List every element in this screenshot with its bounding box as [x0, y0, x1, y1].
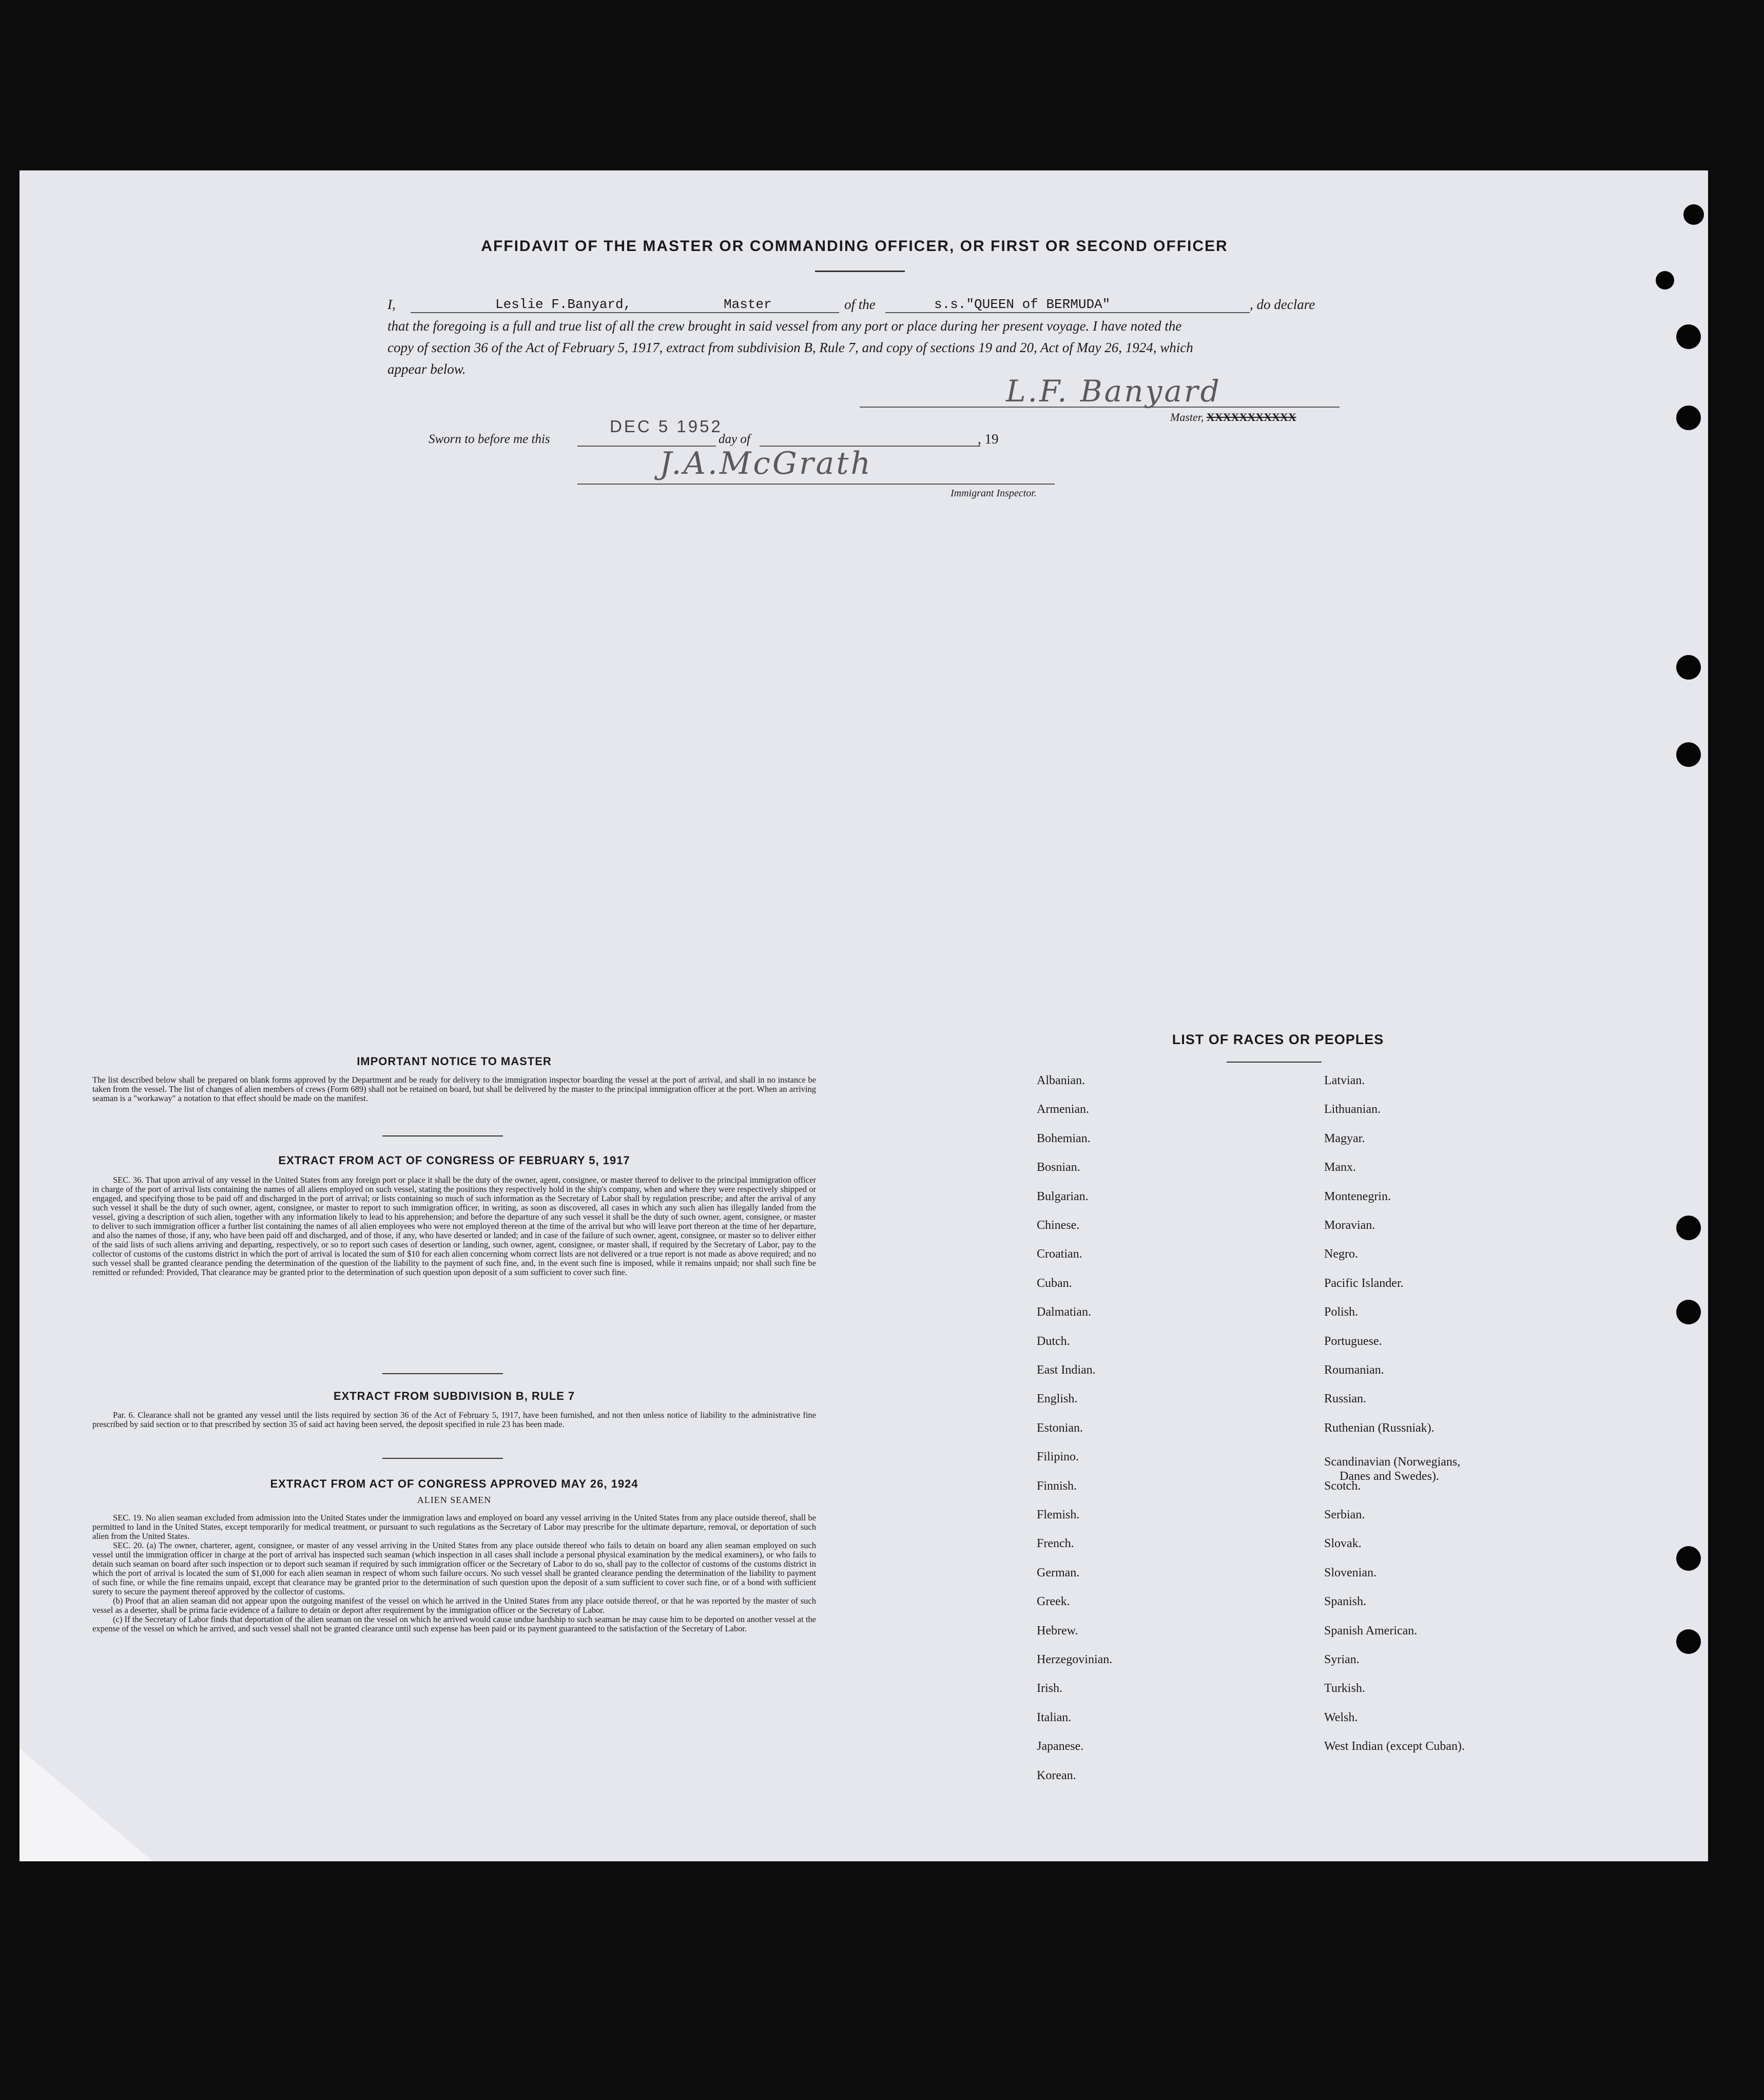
inspector-signature: J.A.McGrath	[660, 446, 873, 481]
race-item: Finnish.	[1037, 1479, 1077, 1493]
day-of-label: day of	[719, 432, 750, 446]
race-item: Pacific Islander.	[1324, 1276, 1404, 1290]
extract-1924-sec20c: (c) If the Secretary of Labor finds that deportation of the alien seaman on the vessel on which he arrived would cause undue hardship to such seaman he may cause him to be deported on another vessel at the expense of the vessel on which he arrived, and such vessel shall not be granted clearance until such expense has been paid or its payment guaranteed to the satisfaction of the Secretary of Labor.	[92, 1614, 816, 1633]
extract-1924-sec20b: (b) Proof that an alien seaman did not appear upon the outgoing manifest of the vessel on which he arrived in the United States from any place outside thereof, or that he was reported by the master of such vessel as a deserter, shall be prima facie evidence of a failure to detain or deport after requirement by the immigration officer or the Secretary of Labor.	[92, 1596, 816, 1615]
folded-corner	[20, 1748, 153, 1861]
extract-1917-divider	[382, 1373, 503, 1374]
punch-hole-2	[1656, 271, 1674, 290]
inspector-caption: Immigrant Inspector.	[951, 488, 1037, 499]
races-title: LIST OF RACES OR PEOPLES	[1172, 1032, 1384, 1047]
race-item: Slovak.	[1324, 1537, 1362, 1551]
extract-1924-subtitle: ALIEN SEAMEN	[417, 1495, 492, 1505]
race-item: Negro.	[1324, 1247, 1358, 1261]
race-item: Estonian.	[1037, 1421, 1083, 1435]
notice-title: IMPORTANT NOTICE TO MASTER	[357, 1055, 552, 1068]
sworn-date-stamp: DEC 5 1952	[610, 417, 723, 436]
punch-hole-1	[1683, 204, 1704, 225]
race-item: Croatian.	[1037, 1247, 1082, 1261]
race-item: Irish.	[1037, 1682, 1062, 1696]
year-label: , 19	[978, 431, 999, 447]
punch-hole-3	[1676, 324, 1701, 349]
race-item: Herzegovinian.	[1037, 1653, 1113, 1666]
master-name: Leslie F.Banyard,	[495, 297, 632, 312]
race-item: Latvian.	[1324, 1074, 1365, 1087]
master-signature-line	[860, 407, 1340, 408]
race-item: Portuguese.	[1324, 1334, 1382, 1348]
affidavit-line1	[387, 297, 1342, 317]
extract-1924-sec19: SEC. 19. No alien seaman excluded from admission into the United States under the immigration laws and employed on board any vessel arriving in the United States from any place outside thereof, shall be permitted to land in the United States, except temporarily for medical treatment, or pursuant to such regulations as the Secretary of Labor may prescribe for the ultimate departure, removal, or deportation of such alien from the United States.	[92, 1513, 816, 1541]
punch-hole-9	[1676, 1546, 1701, 1571]
sworn-label: Sworn to before me this	[429, 432, 550, 446]
race-item: Ruthenian (Russniak).	[1324, 1421, 1435, 1435]
master-caption	[1170, 411, 1296, 424]
race-item: Serbian.	[1324, 1508, 1365, 1521]
punch-hole-10	[1676, 1629, 1701, 1654]
race-item: Japanese.	[1037, 1740, 1084, 1754]
race-item: Albanian.	[1037, 1074, 1085, 1087]
race-item: West Indian (except Cuban).	[1324, 1740, 1465, 1754]
race-item: Danes and Swedes).	[1340, 1469, 1439, 1483]
master-caption-label: Master,	[1170, 411, 1204, 423]
race-item: Scotch.	[1324, 1479, 1361, 1493]
race-item: English.	[1037, 1392, 1078, 1406]
race-item: Armenian.	[1037, 1103, 1089, 1116]
race-item: Greek.	[1037, 1595, 1070, 1609]
pronoun: I,	[387, 297, 396, 312]
extract-1917-text: SEC. 36. That upon arrival of any vessel in the United States from any foreign port or place it shall be the duty of the owner, agent, consignee, or master thereof to deliver to the principal immigration officer in charge of the port of arrival lists containing the names of all aliens employed on such vessel, stating the positions they respectively hold in the ship's company, when and where they were respectively shipped or engaged, and specifying those to be paid off and discharged in the port of arrival; or lists containing so much of such information as the Secretary of Labor shall by regulation prescribe; and after the arrival of any such vessel it shall be the duty of such owner, agent, consignee, or master to report to such immigration officer, in writing, as soon as discovered, all cases in which any such alien has illegally landed from the vessel, giving a description of such alien, together with any information likely to lead to his apprehension; and before the departure of any such vessel it shall be the duty of such owner, agent, consignee, or master to deliver to such immigration officer a further list containing the names of all alien employees who were not employed thereon at the time of the arrival but who will leave port thereon at the time of her departure, and also the names of those, if any, who have been paid off and discharged, and of those, if any, who have deserted or landed; and in case of the failure of such owner, agent, consignee, or master so to deliver either of the said lists of such aliens arriving and departing, respectively, or so to report such cases of desertion or landing, such owner, agent, consignee, or master shall, if required by the Secretary of Labor, pay to the collector of customs of the customs district in which the port of arrival is located the sum of $10 for each alien concerning whom correct lists are not delivered or a true report is not made as above required; and no such vessel shall be granted clearance pending the determination of the question of the liability to the payment of such fine, and, in the event such fine is imposed, while it remains unpaid; nor shall such fine be remitted or refunded: Provided, That clearance may be granted prior to the determination of such question upon deposit of a sum sufficient to cover such fine.	[92, 1175, 816, 1277]
race-item: Chinese.	[1037, 1219, 1080, 1232]
punch-hole-6	[1676, 742, 1701, 767]
race-item: French.	[1037, 1537, 1074, 1551]
affidavit-line3: copy of section 36 of the Act of February 5, 1917, extract from subdivision B, Rule 7, and copy of sections 19 and 20, Act of May 26, 1924, which	[387, 340, 1193, 355]
race-item: Polish.	[1324, 1305, 1359, 1319]
race-item: Bohemian.	[1037, 1131, 1091, 1145]
extract-1924-title: EXTRACT FROM ACT OF CONGRESS APPROVED MAY 26, 1924	[270, 1477, 638, 1490]
race-item: Montenegrin.	[1324, 1189, 1391, 1203]
race-item: East Indian.	[1037, 1363, 1096, 1377]
vessel-underline	[885, 312, 1250, 313]
race-item: Bosnian.	[1037, 1161, 1080, 1174]
affidavit-title: AFFIDAVIT OF THE MASTER OR COMMANDING OFFICER, OR FIRST OR SECOND OFFICER	[481, 238, 1228, 255]
race-item: Cuban.	[1037, 1276, 1072, 1290]
affidavit-line4: appear below.	[387, 361, 466, 377]
race-item: Dutch.	[1037, 1334, 1070, 1348]
affidavit-line2: that the foregoing is a full and true list of all the crew brought in said vessel from any port or place during her present voyage. I have noted the	[387, 318, 1182, 334]
race-item: German.	[1037, 1566, 1080, 1579]
race-item: Manx.	[1324, 1161, 1356, 1174]
inspector-signature-line	[577, 484, 1055, 485]
race-item: Dalmatian.	[1037, 1305, 1091, 1319]
race-item: Spanish American.	[1324, 1624, 1418, 1637]
race-item: Italian.	[1037, 1710, 1072, 1724]
race-item: Filipino.	[1037, 1450, 1079, 1464]
master-caption-struck: XXXXXXXXXXX	[1206, 411, 1296, 423]
master-signature: L.F. Banyard	[1006, 374, 1222, 409]
master-rank: Master	[724, 297, 772, 312]
extract-1917-title: EXTRACT FROM ACT OF CONGRESS OF FEBRUARY 5, 1917	[278, 1154, 630, 1167]
punch-hole-4	[1676, 406, 1701, 430]
race-item: Moravian.	[1324, 1219, 1375, 1232]
notice-divider	[382, 1135, 503, 1136]
do-declare-label: , do declare	[1250, 297, 1315, 312]
extract-rule7-text: Par. 6. Clearance shall not be granted any vessel until the lists required by section 36 of the Act of February 5, 1917, have been furnished, and not then unless notice of liability to the administrative fine prescribed by said section or to that prescribed by section 35 of said act having been served, the deposit specified in rule 23 has been made.	[92, 1410, 816, 1429]
title-divider	[815, 271, 905, 272]
race-item: Roumanian.	[1324, 1363, 1384, 1377]
race-item: Scandinavian (Norwegians,	[1324, 1455, 1461, 1469]
race-item: Bulgarian.	[1037, 1189, 1089, 1203]
of-the-label: of the	[844, 297, 876, 312]
vessel-name: s.s."QUEEN of BERMUDA"	[934, 297, 1111, 312]
race-item: Slovenian.	[1324, 1566, 1377, 1579]
punch-hole-7	[1676, 1216, 1701, 1240]
race-item: Magyar.	[1324, 1131, 1365, 1145]
race-item: Hebrew.	[1037, 1624, 1078, 1637]
extract-rule7-title: EXTRACT FROM SUBDIVISION B, RULE 7	[333, 1390, 575, 1402]
races-divider	[1227, 1062, 1322, 1063]
race-item: Flemish.	[1037, 1508, 1080, 1521]
extract-1924-sec20a: SEC. 20. (a) The owner, charterer, agent, consignee, or master of any vessel arriving in the United States from any place outside thereof who fails to detain on board any alien seaman employed on such vessel until the immigration officer in charge at the port of arrival has inspected such seaman (which inspection in all cases shall include a personal physical examination by the medical examiners), or who fails to detain such seaman on board after such inspection or to deport such seaman if required by such immigration officer or the Secretary of Labor to do so, shall pay to the collector of customs of the customs district in which the port of arrival is located the sum of $1,000 for each alien seaman in respect of whom such failure occurs. No such vessel shall be granted clearance pending the determination of the liability to payment of such fine, or while the fine remains unpaid, except that clearance may be granted prior to the determination of such question upon the deposit of a sum sufficient to cover such fine, or of a bond with sufficient surety to secure the payment thereof approved by the collector of customs.	[92, 1540, 816, 1596]
race-item: Turkish.	[1324, 1682, 1365, 1696]
race-item: Lithuanian.	[1324, 1103, 1381, 1116]
extract-rule7-divider	[382, 1458, 503, 1459]
race-item: Syrian.	[1324, 1653, 1360, 1666]
punch-hole-5	[1676, 655, 1701, 680]
extract-1924-body	[92, 1513, 816, 1633]
race-item: Spanish.	[1324, 1595, 1367, 1609]
race-item: Welsh.	[1324, 1710, 1358, 1724]
notice-text: The list described below shall be prepared on blank forms approved by the Department and be ready for delivery to the immigration inspector boarding the vessel at the port of arrival, and shall in no instance be taken from the vessel. The list of changes of alien members of crews (Form 689) shall not be retained on board, but shall be delivered by the master to the principal immigration officer at the port. When an arriving seaman is a "workaway" a notation to that effect should be made on the manifest.	[92, 1075, 816, 1103]
name-underline	[411, 312, 839, 313]
punch-hole-8	[1676, 1300, 1701, 1324]
race-item: Russian.	[1324, 1392, 1367, 1406]
race-item: Korean.	[1037, 1768, 1076, 1782]
